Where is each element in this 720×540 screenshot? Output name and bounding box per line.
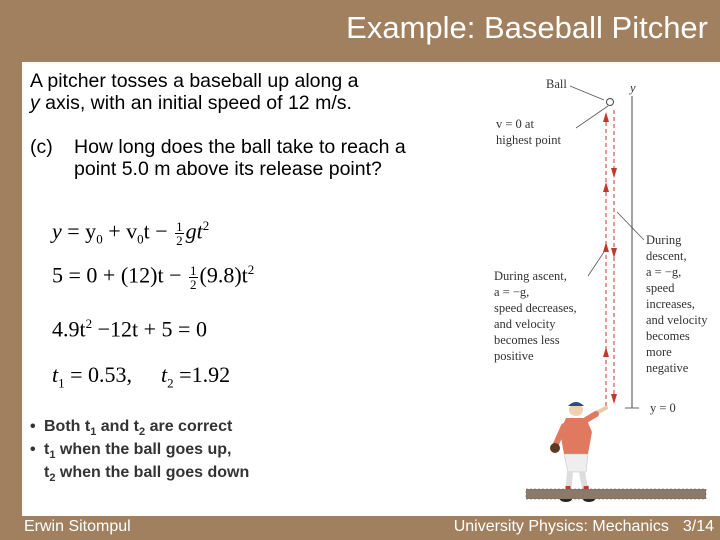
eq3-a-sup: 2: [85, 316, 93, 331]
bullet-continuation: [30, 464, 249, 487]
b1-a-sub: 1: [90, 426, 97, 439]
equation-quadratic: [52, 316, 207, 342]
eq4-t2: t: [161, 362, 168, 387]
bullet-item: [30, 441, 249, 464]
b3-a: t: [44, 464, 50, 482]
eq4-t1: t: [52, 362, 59, 387]
equation-substituted: [52, 262, 254, 291]
question-text: How long does the ball take to reach a point 5.0 m above its release point?: [74, 136, 406, 180]
b1-c: are correct: [145, 418, 233, 435]
b2-b: when the ball goes up,: [55, 441, 232, 459]
eq3-a: 4.9t: [52, 316, 86, 342]
b1-b: and t: [96, 418, 139, 435]
bullet-list: [30, 418, 249, 488]
eq1-d-sup: 2: [202, 218, 210, 233]
ascent-label: During ascent, a = −g, speed decreases, and velocity becomes less positive: [494, 269, 577, 363]
eq2-b: (9.8)t: [199, 262, 248, 288]
eq3-b: −12t + 5 = 0: [92, 316, 207, 342]
footer-course: University Physics: Mechanics: [453, 518, 669, 535]
y0-label: y = 0: [650, 401, 676, 415]
content-panel: [22, 62, 720, 516]
eq1-fraction: [175, 220, 184, 247]
eq1-d: gt: [185, 218, 203, 244]
b3-a-sub: 2: [49, 472, 56, 485]
eq1-b: + v: [102, 218, 138, 244]
intro-line1: A pitcher tosses a baseball up along a: [30, 70, 359, 92]
eq1-a: = y: [67, 218, 97, 244]
ball-label: Ball: [546, 77, 567, 91]
eq1-b-sub: 0: [137, 231, 144, 247]
intro-text: [30, 70, 450, 114]
eq1-a-sub: 0: [96, 231, 103, 247]
eq2-a: 5 = 0 + (12)t −: [52, 262, 182, 288]
slide-title: Example: Baseball Pitcher: [346, 10, 708, 45]
b1-a: Both t: [44, 418, 91, 435]
b1-b-sub: 2: [139, 426, 146, 439]
footer-right: [454, 518, 714, 536]
descent-label: During descent, a = −g, speed increases, and velocity becomes more negative: [646, 233, 708, 375]
eq1-frac-den: 2: [176, 232, 183, 248]
eq1-frac-num: 1: [176, 218, 183, 234]
eq2-frac-den: 2: [190, 276, 197, 292]
b3-b: when the ball goes down: [55, 464, 250, 482]
pitcher-diagram: [464, 62, 720, 516]
footer-author: Erwin Sitompul: [24, 518, 131, 535]
question-label: (c): [30, 136, 53, 158]
eq4-t2-val: =1.92: [173, 362, 231, 387]
eq1-lhs: y: [52, 218, 62, 244]
eq4-t1-val: = 0.53,: [64, 362, 133, 387]
axis-y-label: y: [630, 81, 636, 95]
ball-icon: [607, 99, 614, 106]
intro-var-y: y: [30, 92, 40, 114]
ground: [526, 489, 706, 499]
eq2-b-sup: 2: [247, 262, 255, 277]
eq4-t1-sub: 1: [58, 375, 65, 391]
v0-label: v = 0 at highest point: [496, 117, 561, 147]
b2-a-sub: 1: [49, 449, 56, 462]
eq4-t2-sub: 2: [167, 375, 174, 391]
equation-solutions: [52, 362, 230, 391]
bullet-item: [30, 418, 249, 441]
intro-line2: axis, with an initial speed of 12 m/s.: [39, 92, 352, 114]
eq2-frac-num: 1: [190, 262, 197, 278]
pitcher-figure: [550, 402, 606, 502]
question-c: [30, 136, 440, 180]
b2-a: t: [44, 441, 50, 459]
eq2-fraction: [189, 264, 198, 291]
page-number: 3/14: [682, 518, 714, 535]
eq1-c: t −: [143, 218, 168, 244]
equation-kinematic: [52, 218, 209, 248]
